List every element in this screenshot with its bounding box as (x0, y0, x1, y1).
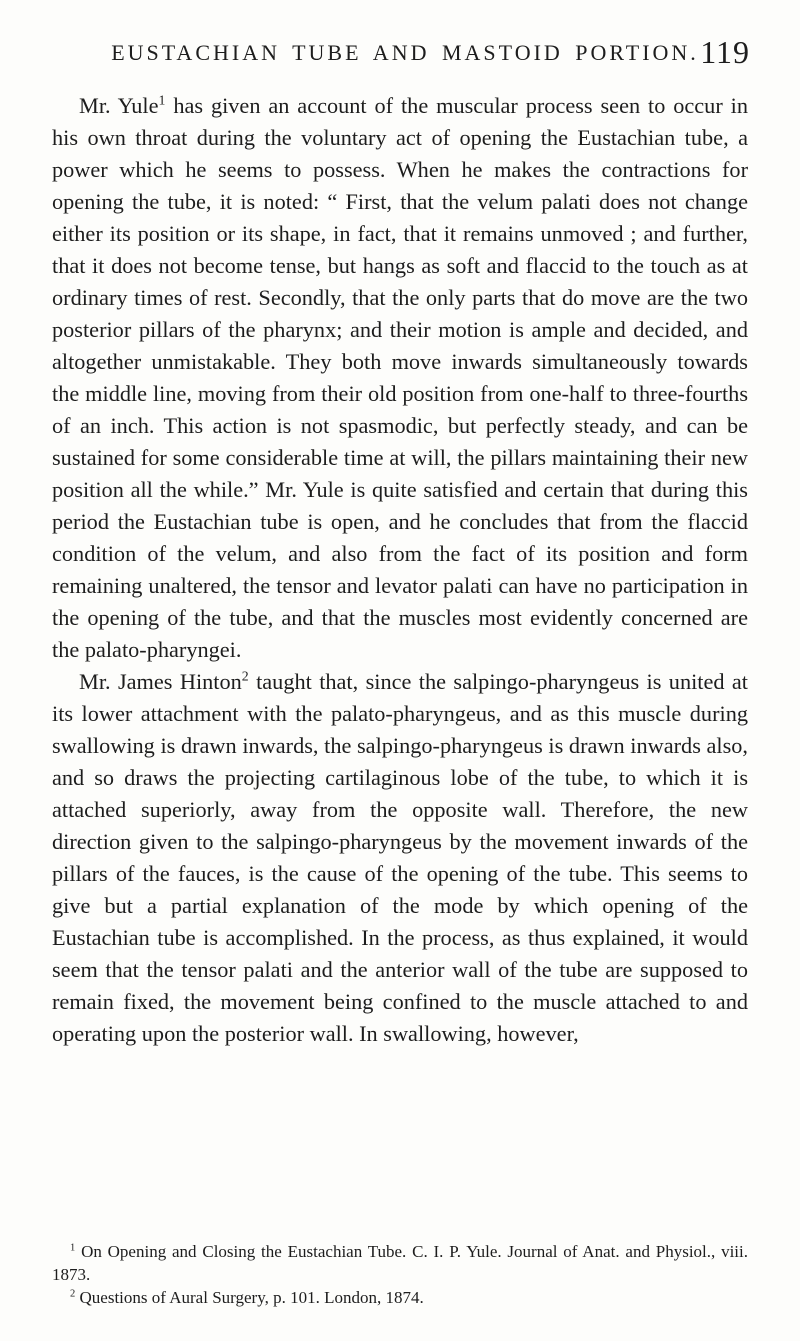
running-title: EUSTACHIAN TUBE AND MASTOID PORTION. (111, 40, 699, 65)
paragraph-text-start: Mr. Yule (79, 93, 159, 118)
page-number: 119 (700, 34, 750, 70)
footnote-text: On Opening and Closing the Eustachian Tube. C. I. P. Yule. Journal of Anat. and Physiol., viii. 1873. (52, 1242, 748, 1284)
footnote-text: Questions of Aural Surgery, p. 101. London, 1874. (75, 1288, 424, 1307)
footnotes (52, 1240, 748, 1309)
footnote-mark: 2 (70, 1288, 76, 1300)
footnote-reference: 1 (158, 92, 166, 108)
footnote-mark: 1 (70, 1242, 76, 1254)
footnote-reference: 2 (241, 668, 249, 684)
paragraph-text-start: Mr. James Hinton (79, 669, 242, 694)
footnote-1 (52, 1240, 748, 1286)
paragraph-yule (52, 90, 748, 666)
body-text (52, 90, 748, 1050)
paragraph-hinton (52, 666, 748, 1050)
footnote-2 (52, 1286, 748, 1309)
running-head (60, 34, 750, 74)
paragraph-text-rest: taught that, since the salpingo-pharyngeus is united at its lower attachment with the palato-pharyngeus, and as this muscle during swallowing is drawn inwards, the salpingo-pharyngeus is drawn inwards also, and so draws the projecting cartilaginous lobe of the tube, to which it is attached superiorly, away from the opposite wall. Therefore, the new direction given to the salpingo-pharyngeus by the movement inwards of the pillars of the fauces, is the cause of the opening of the tube. This seems to give but a partial explanation of the mode by which opening of the Eustachian tube is accomplished. In the process, as thus explained, it would seem that the tensor palati and the anterior wall of the tube are supposed to remain fixed, the movement being confined to the muscle attached to and operating upon the posterior wall. In swallowing, however, (52, 669, 749, 1046)
paragraph-text-rest: has given an account of the muscular process seen to occur in his own throat during the voluntary act of opening the Eustachian tube, a power which he seems to possess. When he makes the contractions for opening the tube, it is noted: “ First, that the velum palati does not change either its position or its shape, in fact, that it remains unmoved ; and further, that it does not become tense, but hangs as soft and flaccid to the touch as at ordinary times of rest. Secondly, that the only parts that do move are the two posterior pillars of the pharynx; and their motion is ample and decided, and altogether unmistakable. They both move inwards simultaneously towards the middle line, moving from their old position from one-half to three-fourths of an inch. This action is not spasmodic, but perfectly steady, and can be sustained for some considerable time at will, the pillars maintaining their new position all the while.” Mr. Yule is quite satisfied and certain that during this period the Eustachian tube is open, and he concludes that from the flaccid condition of the velum, and also from the fact of its position and form remaining unaltered, the tensor and levator palati can have no participation in the opening of the tube, and that the muscles most evidently concerned are the palato-pharyngei. (52, 93, 748, 662)
